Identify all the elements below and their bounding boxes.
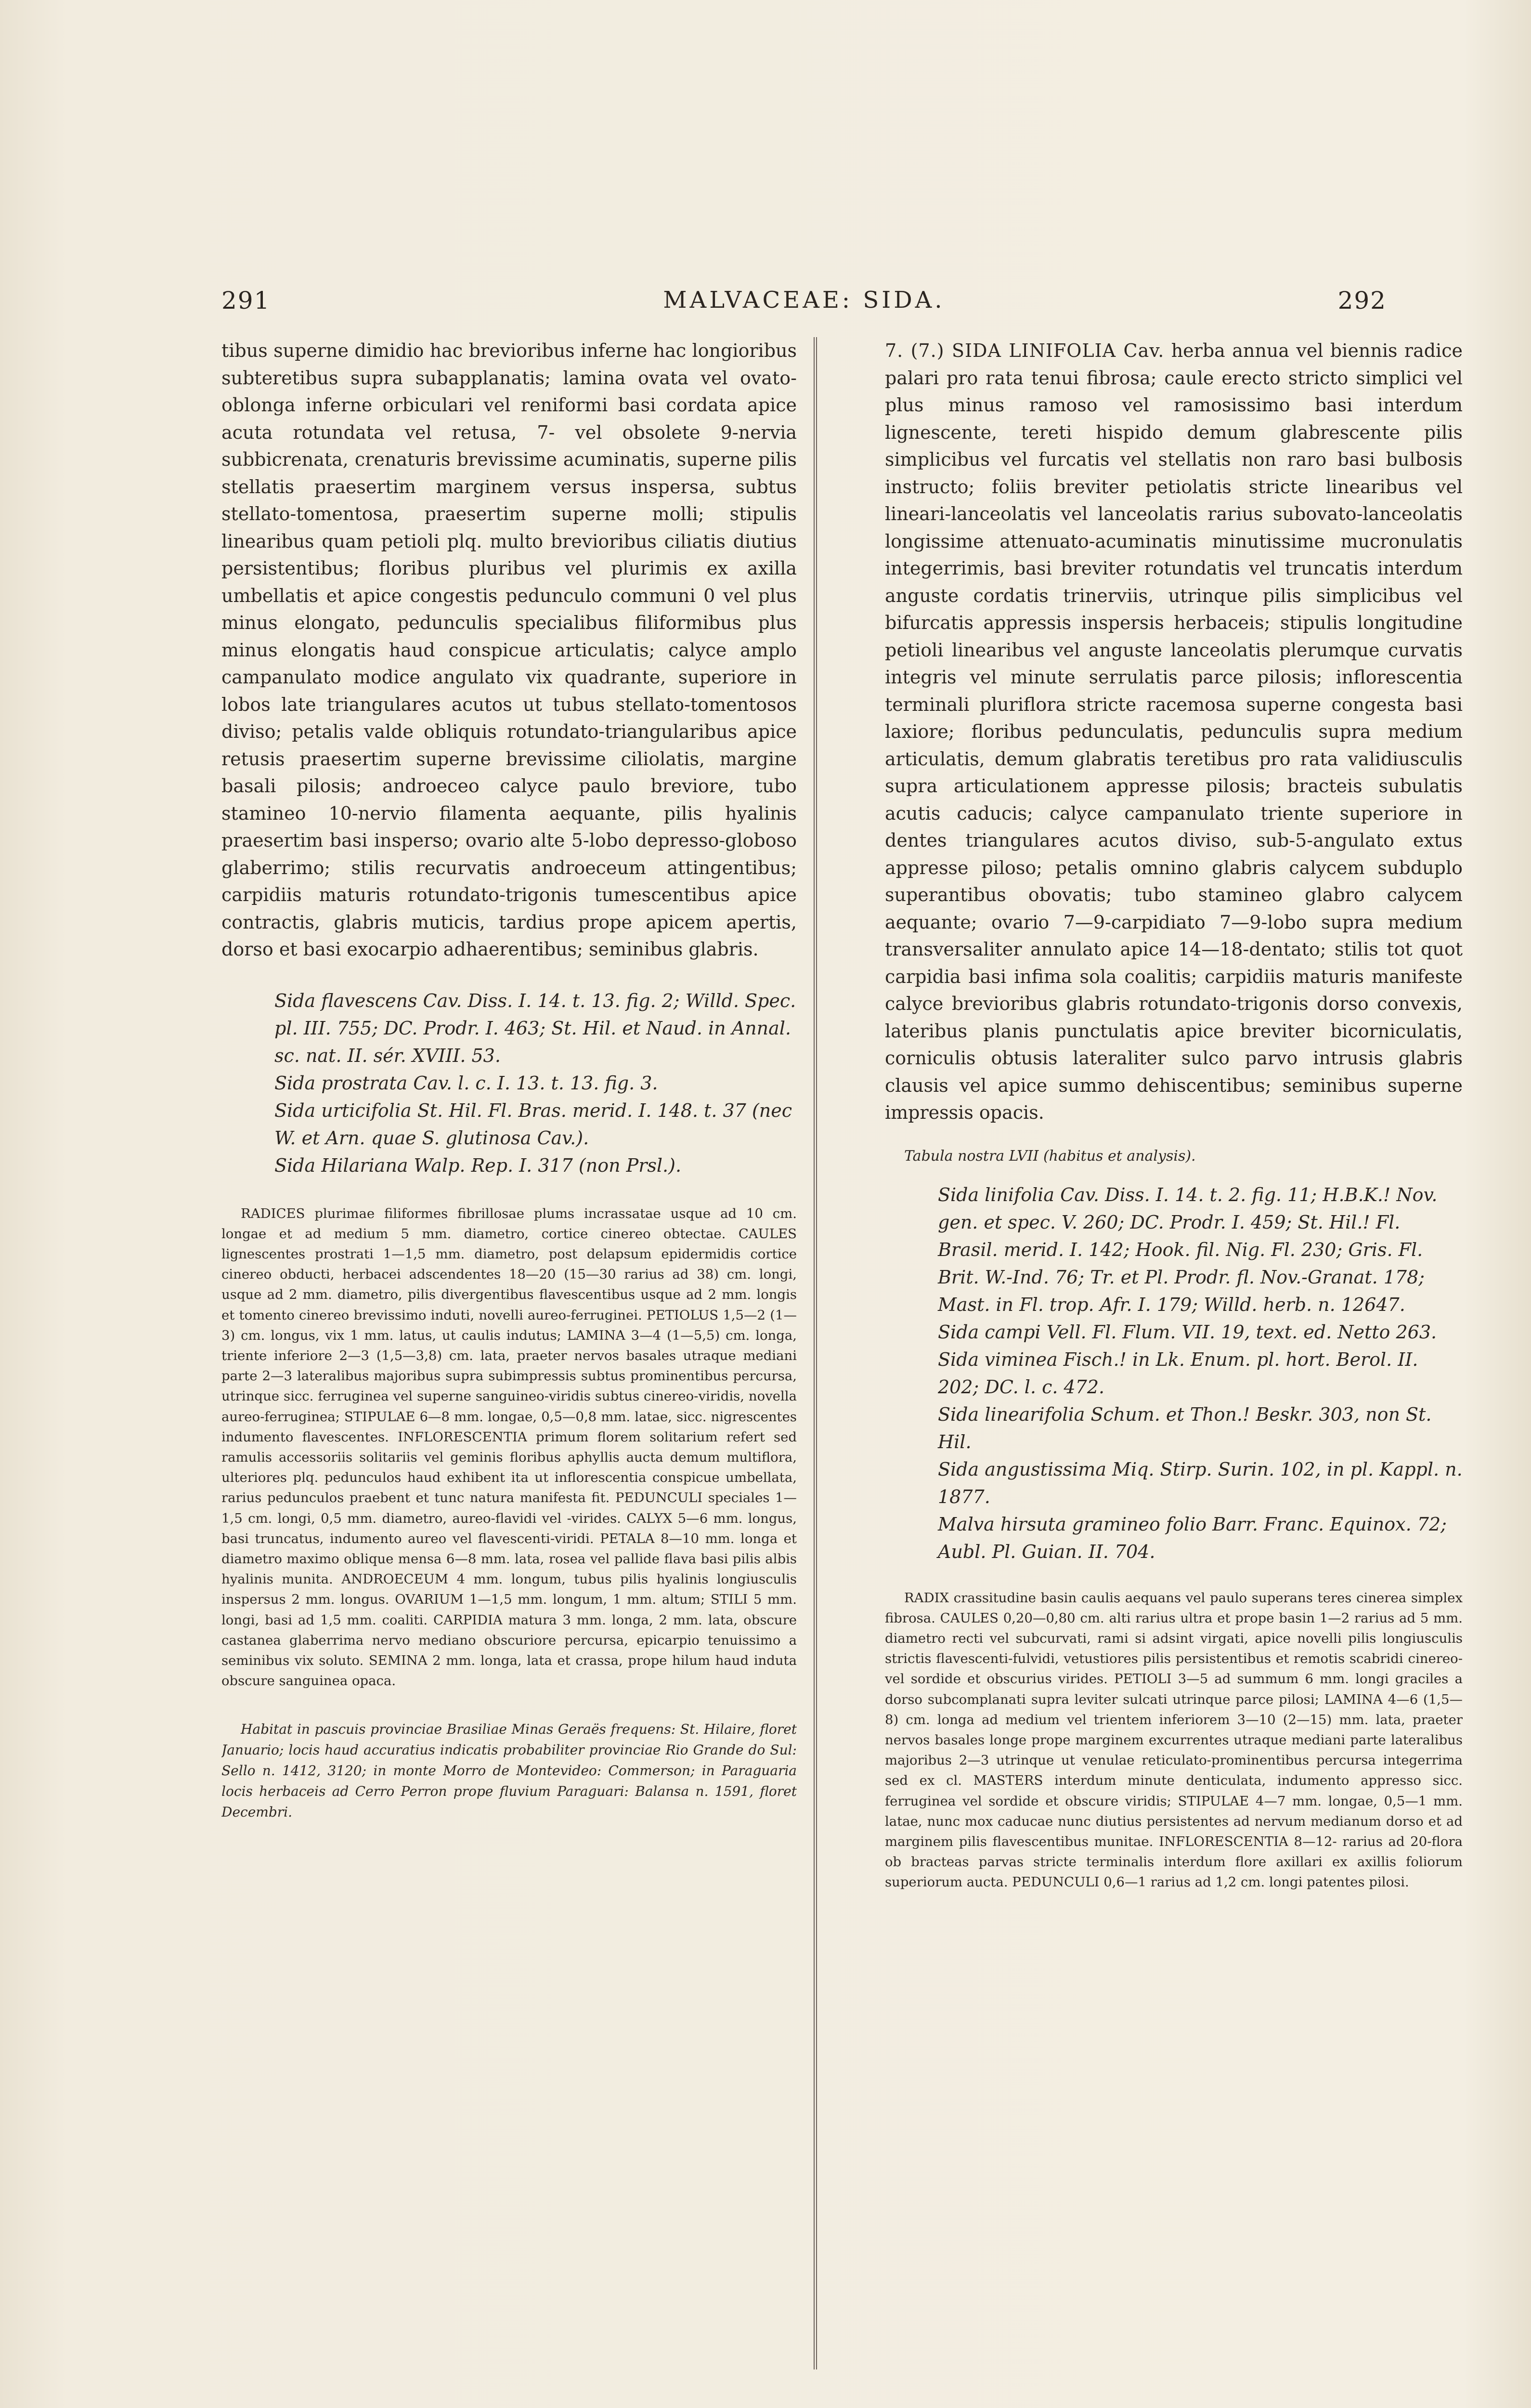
synonym-entry: Sida urticifolia St. Hil. Fl. Bras. merid. I. 148. t. 37 (nec W. et Arn. quae S. glutinosa Cav.). xyxy=(274,1099,792,1149)
plate-reference: Tabula nostra LVII (habitus et analysis). xyxy=(904,1147,1196,1165)
detailed-description: RADICES plurimae filiformes fibrillosae plums incrassatae usque ad 10 cm. longae et ad medium 5 mm. diametro, cortice cinereo obtectae. CAULES lignescentes prostrati 1—1,5 mm. diametro, post delapsum epidermidis cortice cinereo obducti, herbacei adscendentes 18—20 (15—30 rarius ad 38) cm. longi, usque ad 2 mm. diametro, pilis divergentibus flavescentibus usque ad 2 mm. longis et tomento cinereo brevissimo induti, novelli aureo-ferruginei. PETIOLUS 1,5—2 (1—3) cm. longus, vix 1 mm. latus, ut caulis indutus; LAMINA 3—4 (1—5,5) cm. longa, triente inferiore 2—3 (1,5—3,8) cm. lata, praeter nervos basales utraque mediani parte 2—3 lateralibus majoribus supra subimpressis subtus prominentibus percursa, utrinque sicc. ferruginea vel superne sanguineo-viridis subtus cinereo-viridis, novella aureo-ferruginea; STIPULAE 6—8 mm. longae, 0,5—0,8 mm. latae, sicc. nigrescentes indumento flavescentes. INFLORESCENTIA primum florem solitarium refert sed ramulis accessoriis solitariis vel geminis floribus aphyllis aucta demum multiflora, ulteriores plq. pedunculos haud exhibent ita ut inflorescentia conspicue umbellata, rarius pedunculos praebent et tunc natura manifesta fit. PEDUNCULI speciales 1—1,5 cm. longi, 0,5 mm. diametro, aureo-flavidi vel -virides. CALYX 5—6 mm. longus, basi truncatus, indumento aureo vel flavescenti-viridi. PETALA 8—10 mm. longa et diametro maximo oblique mensa 6—8 mm. lata, rosea vel pallide flava basi pilis albis hyalinis munita. ANDROECEUM 4 mm. longum, tubus pilis hyalinis longiusculis inspersus 2 mm. longus. OVARIUM 1—1,5 mm. longum, 1 mm. altum; STILI 5 mm. longi, basi ad 1,5 mm. coaliti. CARPIDIA matura 3 mm. longa, 2 mm. lata, obscure castanea glaberrima nervo mediano obscuriore percursa, epicarpio tenuissimo a seminibus vix soluto. SEMINA 2 mm. longa, lata et crassa, prope hilum haud induta obscure sanguinea opaca. xyxy=(221,1205,797,1689)
page-number-left: 291 xyxy=(221,287,271,314)
species-description: tibus superne dimidio hac brevioribus inferne hac longioribus subteretibus supra subapplanatis; lamina ovata vel ovato-oblonga inferne orbiculari vel reniformi basi cordata apice acuta rotundata vel retusa, 7- vel obsolete 9-nervia subbicrenata, crenaturis brevissime acuminatis, superne pilis stellatis praesertim marginem versus inspersa, subtus stellato-tomentosa, praesertim superne molli; stipulis linearibus quam petioli plq. multo brevioribus ciliatis diutius persistentibus; floribus pluribus vel plurimis ex axilla umbellatis et apice congestis pedunculo communi 0 vel plus minus elongato, pedunculis specialibus filiformibus plus minus elongatis haud conspicue articulatis; calyce amplo campanulato modice angulato vix quadrante, superiore in lobos late triangulares acutos ut tubus stellato-tomentosos diviso; petalis valde obliquis rotundato-triangularibus apice retusis praesertim superne brevissime ciliolatis, margine basali pilosis; androeceo calyce paulo breviore, tubo stamineo 10-nervio filamenta aequante, pilis hyalinis praesertim basi insperso; ovario alte 5-lobo depresso-globoso glaberrimo; stilis recurvatis androeceum attingentibus; carpidiis maturis rotundato-trigonis tumescentibus apice contractis, glabris muticis, tardius prope apicem apertis, dorso et basi exocarpio adhaerentibus; seminibus glabris. xyxy=(221,340,797,960)
species-heading: 7. (7.) SIDA LINIFOLIA Cav. xyxy=(885,340,1165,361)
detailed-description: RADIX crassitudine basin caulis aequans vel paulo superans teres cinerea simplex fibrosa. CAULES 0,20—0,80 cm. alti rarius ultra et prope basin 1—2 rarius ad 5 mm. diametro recti vel subcurvati, rami si adsint virgati, apice novelli pilis longiusculis strictis flavescenti-fulvidi, vetustiores pilis persistentibus et remotis scabridi cinereo- vel sordide et obscurius virides. PETIOLI 3—5 ad summum 6 mm. longi graciles a dorso subcomplanati supra leviter sulcati utrinque parce pilosi; LAMINA 4—6 (1,5—8) cm. longa ad medium vel trientem inferiorem 3—10 (2—15) mm. lata, praeter nervos basales longe prope marginem excurrentes utraque mediani parte lateralibus majoribus 2—3 utrinque ut venulae reticulato-prominentibus percursa integerrima sed ex cl. MASTERS interdum minute denticulata, indumento appresso sicc. ferruginea vel sordide et obscure viridis; STIPULAE 4—7 mm. longae, 0,5—1 mm. latae, nunc mox caducae nunc diutius persistentes ad nervum medianum dorso et ad marginem pilis flavescentibus munitae. INFLORESCENTIA 8—12- rarius ad 20-flora ob bracteas parvas stricte terminalis interdum flore axillari ex axillis foliorum superiorum aucta. PEDUNCULI 0,6—1 rarius ad 1,2 cm. longi patentes pilosi. xyxy=(885,1590,1463,1890)
running-title: MALVACEAE: SIDA. xyxy=(663,287,945,314)
synonym-entry: Sida linearifolia Schum. et Thon.! Beskr. 303, non St. Hil. xyxy=(938,1403,1432,1453)
synonym-entry: Sida linifolia Cav. Diss. I. 14. t. 2. fig. 11; H.B.K.! Nov. gen. et spec. V. 260; DC. Prodr. I. 459; St. Hil.! Fl. Brasil. merid. I. 142; Hook. fil. Nig. Fl. 230; Gris. Fl. Brit. W.-Ind. 76; Tr. et Pl. Prodr. fl. Nov.-Granat. 178; Mast. in Fl. trop. Afr. I. 179; Willd. herb. n. 12647. xyxy=(938,1184,1438,1315)
species-entry xyxy=(885,337,1463,1126)
page-header xyxy=(221,287,1387,320)
species-description: herba annua vel biennis radice palari pro rata tenui fibrosa; caule erecto stricto simplici vel plus minus ramoso vel ramosissimo basi interdum lignescente, tereti hispido demum glabrescente pilis simplicibus vel furcatis vel stellatis non raro basi bulbosis instructo; foliis breviter petiolatis stricte linearibus vel lineari-lanceolatis vel lanceolatis rarius subovato-lanceolatis longissime attenuato-acuminatis minutissime mucronulatis integerrimis, basi breviter rotundatis vel truncatis interdum anguste cordatis trinerviis, utrinque pilis simplicibus vel bifurcatis appressis inspersis herbaceis; stipulis longitudine petioli linearibus vel anguste lanceolatis plerumque curvatis integris vel minute serrulatis parce pilosis; inflorescentia terminali pluriflora stricte racemosa superne congesta basi laxiore; floribus pedunculatis, pedunculis supra medium articulatis, demum glabratis teretibus pro rata validiusculis supra articulationem appresse pilosis; bracteis subulatis acutis caducis; calyce campanulato triente superiore in dentes triangulares acutos diviso, sub-5-angulato extus appresse piloso; petalis omnino glabris calycem subduplo superantibus obovatis; tubo stamineo glabro calycem aequante; ovario 7—9-carpidiato 7—9-lobo supra medium transversaliter annulato apice 14—18-dentato; stilis tot quot carpidia basi infima sola coalitis; carpidiis maturis manifeste calyce brevioribus glabris rotundato-trigonis dorso convexis, lateribus planis punctulatis apice breviter bicorniculatis, corniculis obtusis lateraliter sulco parvo intrusis glabris clausis vel apice summo dehiscentibus; seminibus superne impressis opacis. xyxy=(885,340,1463,1123)
synonym-list xyxy=(885,1181,1463,1566)
synonym-entry: Malva hirsuta gramineo folio Barr. Franc. Equinox. 72; Aubl. Pl. Guian. II. 704. xyxy=(938,1513,1447,1562)
synonym-entry: Sida angustissima Miq. Stirp. Surin. 102, in pl. Kappl. n. 1877. xyxy=(938,1458,1463,1507)
synonym-entry: Sida Hilariana Walp. Rep. I. 317 (non Prsl.). xyxy=(274,1154,682,1176)
synonym-entry: Sida viminea Fisch.! in Lk. Enum. pl. hort. Berol. II. 202; DC. l. c. 472. xyxy=(938,1348,1418,1398)
habitat-paragraph: Habitat in pascuis provinciae Brasiliae Minas Geraës frequens: St. Hilaire, floret Januario; locis haud accuratius indicatis probabiliter provinciae Rio Grande do Sul: Sello n. 1412, 3120; in monte Morro de Montevideo: Commerson; in Paraguaria locis herbaceis ad Cerro Perron prope fluvium Paraguari: Balansa n. 1591, floret Decembri. xyxy=(221,1721,797,1820)
right-column xyxy=(885,337,1463,2369)
synonym-entry: Sida prostrata Cav. l. c. I. 13. t. 13. fig. 3. xyxy=(274,1072,658,1094)
synonym-entry: Sida campi Vell. Fl. Flum. VII. 19, text. ed. Netto 263. xyxy=(938,1321,1437,1343)
page-number-right: 292 xyxy=(1337,287,1387,314)
synonym-entry: Sida flavescens Cav. Diss. I. 14. t. 13. fig. 2; Willd. Spec. pl. III. 755; DC. Prodr. I. 463; St. Hil. et Naud. in Annal. sc. nat. II. sér. XVIII. 53. xyxy=(274,990,796,1066)
left-column xyxy=(221,337,797,2369)
column-divider xyxy=(814,337,817,2369)
synonym-list xyxy=(221,987,797,1179)
